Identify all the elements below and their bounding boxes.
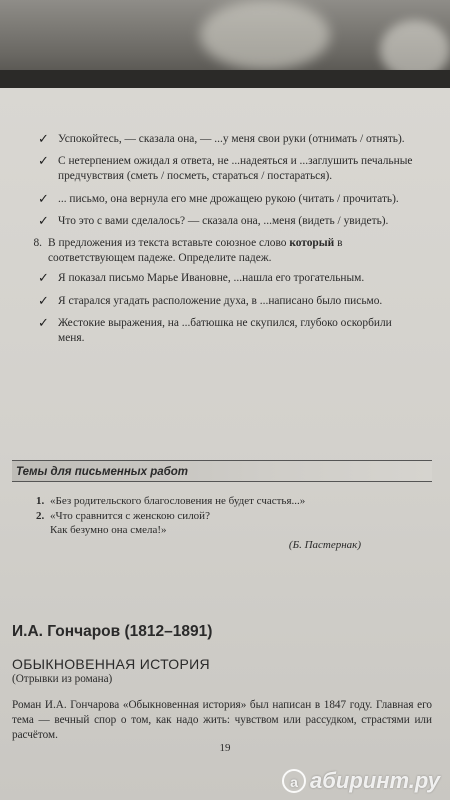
topic-text (50, 509, 416, 538)
task-text-before: В предложения из текста вставьте союзное слово (48, 237, 290, 250)
checkmark-icon: ✓ (38, 271, 49, 287)
exercise-item-text: Что это с вами сделалось? — сказала она, ...меня (видеть / увидеть). (58, 214, 389, 227)
list-item (36, 509, 416, 538)
topic-text: «Без родительского благословения не будет счастья...» (50, 495, 306, 507)
work-title: ОБЫКНОВЕННАЯ ИСТОРИЯ (12, 656, 210, 672)
background-light-blob (200, 0, 330, 70)
task-keyword: который (289, 237, 335, 250)
topic-line: Как безумно она смела!» (50, 524, 167, 536)
list-item (36, 214, 421, 229)
list-item (36, 494, 416, 509)
task-number: 8. (33, 237, 42, 250)
task-item-text: Я старался угадать расположение духа, в ...написано было письмо. (58, 294, 383, 307)
exercise-item-text: С нетерпением ожидал я ответа, не ...надеяться и ...заглушить печальные предчувствия (сметь / посметь, стараться / постараться). (58, 155, 413, 183)
task-text-after: в соответствующем падеже. Определите падеж. (48, 237, 343, 265)
topic-number: 1. (36, 495, 45, 507)
list-item (36, 132, 421, 147)
labirint-logo-icon: а (282, 769, 306, 793)
list-item (36, 271, 421, 286)
topics-header: Темы для письменных работ (12, 460, 432, 482)
exercise-item-text: Успокойтесь, — сказала она, — ...у меня свои руки (отнимать / отнять). (58, 133, 405, 145)
watermark-text: абиринт.ру (310, 768, 440, 793)
task-instruction (48, 236, 421, 266)
topic-line: «Что сравнится с женскою силой? (50, 509, 210, 522)
book-page (0, 88, 450, 800)
work-subtitle: (Отрывки из романа) (12, 673, 113, 685)
checkmark-icon: ✓ (38, 132, 49, 147)
watermark (282, 768, 440, 794)
page-number: 19 (219, 742, 231, 754)
list-item (36, 154, 421, 184)
author-heading: И.А. Гончаров (1812–1891) (12, 623, 213, 640)
exercise-item-text: ... письмо, она вернула его мне дрожащею рукою (читать / прочитать). (58, 192, 399, 205)
topic-number: 2. (36, 509, 45, 522)
checkmark-icon: ✓ (38, 293, 49, 309)
checkmark-icon: ✓ (38, 154, 49, 170)
quote-attribution: (Б. Пастернак) (288, 538, 361, 551)
task-8 (33, 236, 421, 266)
list-item (36, 294, 421, 309)
checkmark-icon: ✓ (38, 191, 49, 207)
intro-paragraph: Роман И.А. Гончарова «Обыкновенная история» был написан в 1847 году. Главная его тема — вечный спор о том, как надо жить: чувством или рассудком, страстями или расчётом. (12, 699, 432, 741)
list-item (36, 316, 421, 346)
task-item-text: Жестокие выражения, на ...батюшка не скупился, глубоко оскорбили меня. (58, 316, 392, 345)
checkmark-icon: ✓ (38, 315, 49, 331)
exercise-block (33, 132, 421, 353)
task-item-text: Я показал письмо Марье Ивановне, ...нашла его трогательным. (58, 272, 365, 285)
list-item (36, 192, 421, 207)
checkmark-icon: ✓ (38, 213, 49, 229)
topics-list (36, 494, 416, 552)
